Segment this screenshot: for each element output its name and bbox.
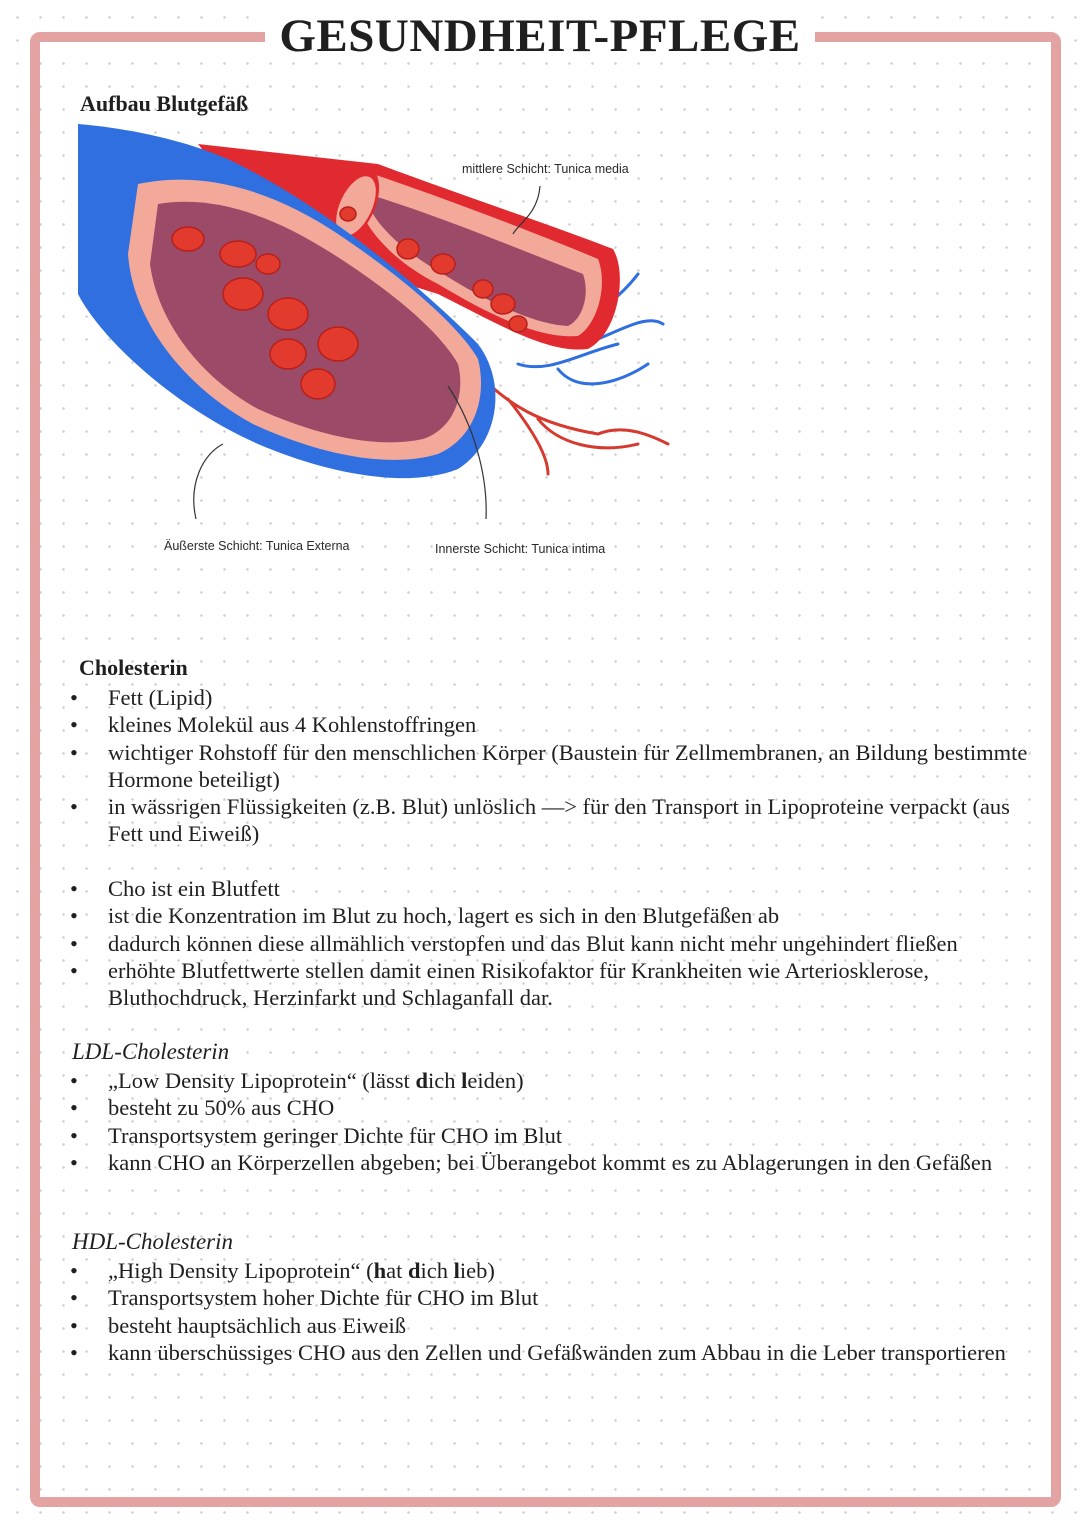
label-tunica-media: mittlere Schicht: Tunica media xyxy=(462,162,629,176)
cholesterin-list-2 xyxy=(68,875,1028,1011)
cholesterin-heading: Cholesterin xyxy=(79,655,188,680)
vessel-heading: Aufbau Blutgefäß xyxy=(80,91,249,116)
list-item: • wichtiger Rohstoff für den menschlichen Körper (Baustein für Zellmembranen, an Bildung bestimmte Hormone beteiligt) xyxy=(68,739,1028,794)
cholesterin-list xyxy=(68,684,1028,848)
hdl-list xyxy=(68,1257,1028,1366)
blood-vessel-figure xyxy=(78,124,688,564)
list-item: • kann CHO an Körperzellen abgeben; bei Überangebot kommt es zu Ablagerungen in den Gefäßen xyxy=(68,1149,1028,1176)
label-tunica-externa: Äußerste Schicht: Tunica Externa xyxy=(164,539,350,553)
list-item: • dadurch können diese allmählich verstopfen und das Blut kann nicht mehr ungehindert fließen xyxy=(68,930,1028,957)
list-item: • erhöhte Blutfettwerte stellen damit einen Risikofaktor für Krankheiten wie Arteriosklerose, Bluthochdruck, Herzinfarkt und Schlaganfall dar. xyxy=(68,957,1028,1012)
list-item: • besteht zu 50% aus CHO xyxy=(68,1094,1028,1121)
list-item: • besteht hauptsächlich aus Eiweiß xyxy=(68,1312,1028,1339)
hdl-heading: HDL-Cholesterin xyxy=(72,1229,233,1254)
list-item: • kann überschüssiges CHO aus den Zellen und Gefäßwänden zum Abbau in die Leber transportieren xyxy=(68,1339,1028,1366)
list-item: • in wässrigen Flüssigkeiten (z.B. Blut) unlöslich —> für den Transport in Lipoproteine verpackt (aus Fett und Eiweiß) xyxy=(68,793,1028,848)
ldl-heading: LDL-Cholesterin xyxy=(72,1039,230,1064)
list-item: • „High Density Lipoprotein“ (hat dich lieb) xyxy=(68,1257,1028,1284)
label-tunica-intima: Innerste Schicht: Tunica intima xyxy=(435,542,606,556)
list-item: • Cho ist ein Blutfett xyxy=(68,875,1028,902)
ldl-list xyxy=(68,1067,1028,1176)
list-item: • kleines Molekül aus 4 Kohlenstoffringen xyxy=(68,711,1028,738)
list-item: • ist die Konzentration im Blut zu hoch, lagert es sich in den Blutgefäßen ab xyxy=(68,902,1028,929)
list-item: • Transportsystem hoher Dichte für CHO im Blut xyxy=(68,1284,1028,1311)
list-item: • Fett (Lipid) xyxy=(68,684,1028,711)
list-item: • Transportsystem geringer Dichte für CHO im Blut xyxy=(68,1122,1028,1149)
list-item: • „Low Density Lipoprotein“ (lässt dich leiden) xyxy=(68,1067,1028,1094)
page-title: GESUNDHEIT-PFLEGE xyxy=(0,8,1080,64)
